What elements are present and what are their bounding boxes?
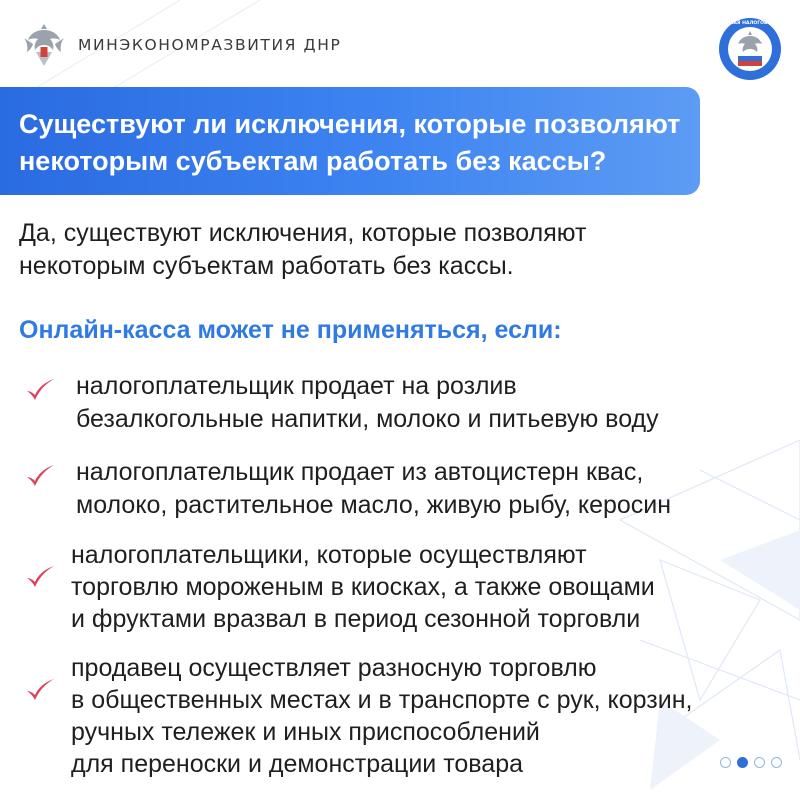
list-item-line: ручных тележек и иных приспособлений <box>71 718 540 746</box>
list-item-line: налогоплательщики, которые осуществляют <box>71 541 587 569</box>
answer-line-2: некоторым субъектам работать без кассы. <box>19 252 514 280</box>
checkmark-icon <box>24 462 56 490</box>
list-item-text <box>76 370 776 436</box>
list-item-text <box>76 456 776 522</box>
dnr-emblem-icon <box>22 20 66 70</box>
pager-dot[interactable] <box>720 757 731 768</box>
pager-dot-active[interactable] <box>737 757 748 768</box>
header <box>22 20 341 70</box>
page-title <box>19 106 700 180</box>
exceptions-subheading: Онлайн-касса может не применяться, если: <box>19 316 562 344</box>
list-item-line: для переноски и демонстрации товара <box>71 750 524 778</box>
list-item-line: в общественных местах и в транспорте с рук, корзин, <box>71 686 693 714</box>
checkmark-icon <box>24 563 56 591</box>
answer-text <box>19 217 779 283</box>
title-banner <box>0 87 700 195</box>
list-item-line: безалкогольные напитки, молоко и питьевую воду <box>76 405 659 433</box>
answer-line-1: Да, существуют исключения, которые позволяют <box>19 219 587 247</box>
list-item-line: торговлю мороженым в киосках, а также овощами <box>71 573 655 601</box>
pager-dot[interactable] <box>754 757 765 768</box>
pager-dot[interactable] <box>771 757 782 768</box>
list-item-line: налогоплательщик продает на розлив <box>76 372 517 400</box>
list-item-line: продавец осуществляет разносную торговлю <box>71 654 597 682</box>
ministry-name: МИНЭКОНОМРАЗВИТИЯ ДНР <box>78 36 342 54</box>
slide-pager <box>720 757 782 768</box>
list-item-text <box>71 539 771 635</box>
list-item-text <box>71 652 771 780</box>
list-item-line: молоко, растительное масло, живую рыбу, керосин <box>76 491 672 519</box>
page-title-line-1: Существуют ли исключения, которые позволяют <box>19 109 681 139</box>
fns-logo-icon <box>700 17 800 81</box>
checkmark-icon <box>24 376 56 404</box>
list-item-line: и фруктами вразвал в период сезонной торговли <box>71 605 641 633</box>
fns-logo-text: ФЕДЕРАЛЬНАЯ НАЛОГОВАЯ СЛУЖБА <box>700 21 800 27</box>
checkmark-icon <box>24 676 56 704</box>
page-title-line-2: некоторым субъектам работать без кассы? <box>19 146 607 176</box>
list-item-line: налогоплательщик продает из автоцистерн квас, <box>76 458 644 486</box>
